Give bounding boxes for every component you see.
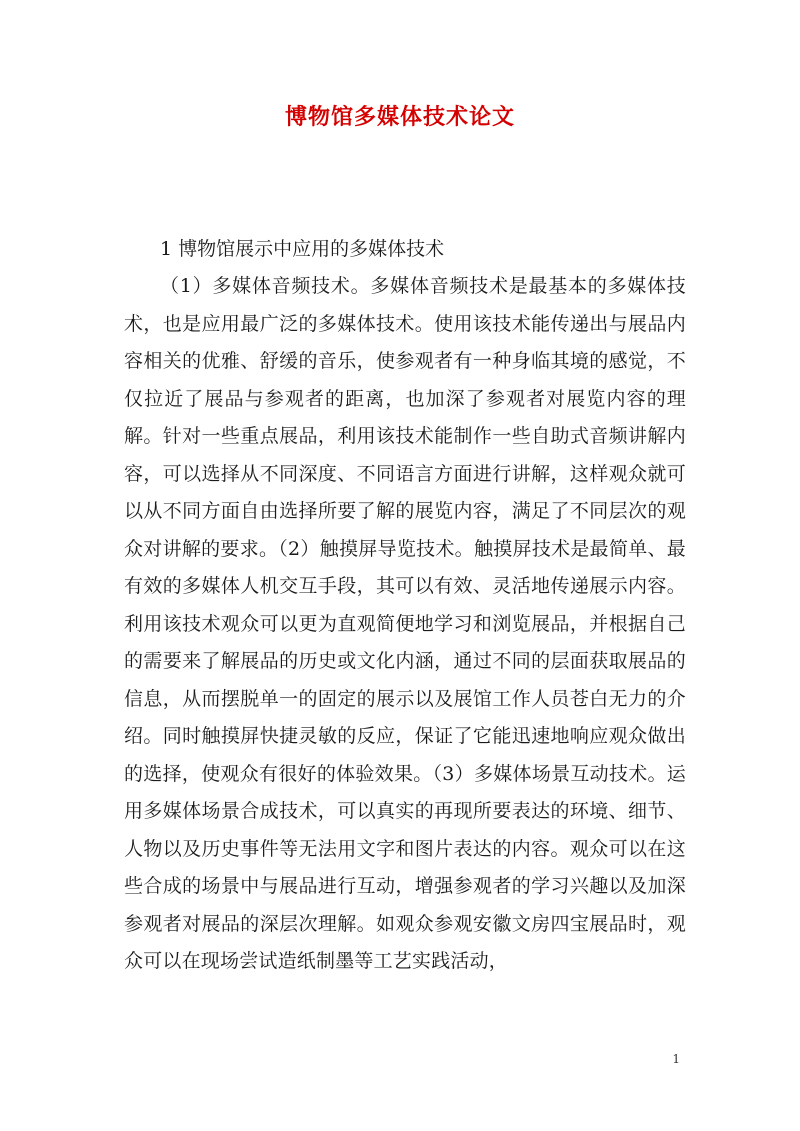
body-paragraph: （1）多媒体音频技术。多媒体音频技术是最基本的多媒体技术，也是应用最广泛的多媒体技术。使用该技术能传递出与展品内容相关的优雅、舒缓的音乐，使参观者有一种身临其境的感觉，不仅拉近了展品与参观者的距离，也加深了参观者对展览内容的理解。针对一些重点展品，利用该技术能制作一些自助式音频讲解内容，可以选择从不同深度、不同语言方面进行讲解，这样观众就可以从不同方面自由选择所要了解的展览内容，满足了不同层次的观众对讲解的要求。（2）触摸屏导览技术。触摸屏技术是最简单、最有效的多媒体人机交互手段，其可以有效、灵活地传递展示内容。利用该技术观众可以更为直观简便地学习和浏览展品，并根据自己的需要来了解展品的历史或文化内涵，通过不同的层面获取展品的信息，从而摆脱单一的固定的展示以及展馆工作人员苍白无力的介绍。同时触摸屏快捷灵敏的反应，保证了它能迅速地响应观众做出的选择，使观众有很好的体验效果。（3）多媒体场景互动技术。运用多媒体场景合成技术，可以真实的再现所要表达的环境、细节、人物以及历史事件等无法用文字和图片表达的内容。观众可以在这些合成的场景中与展品进行互动，增强参观者的学习兴趣以及加深参观者对展品的深层次理解。如观众参观安徽文房四宝展品时，观众可以在现场尝试造纸制墨等工艺实践活动， (124, 275, 686, 972)
page-number: 1 (672, 1052, 680, 1066)
section-heading: 1 博物馆展示中应用的多媒体技术 (160, 238, 445, 260)
page-title: 博物馆多媒体技术论文 (284, 104, 515, 130)
